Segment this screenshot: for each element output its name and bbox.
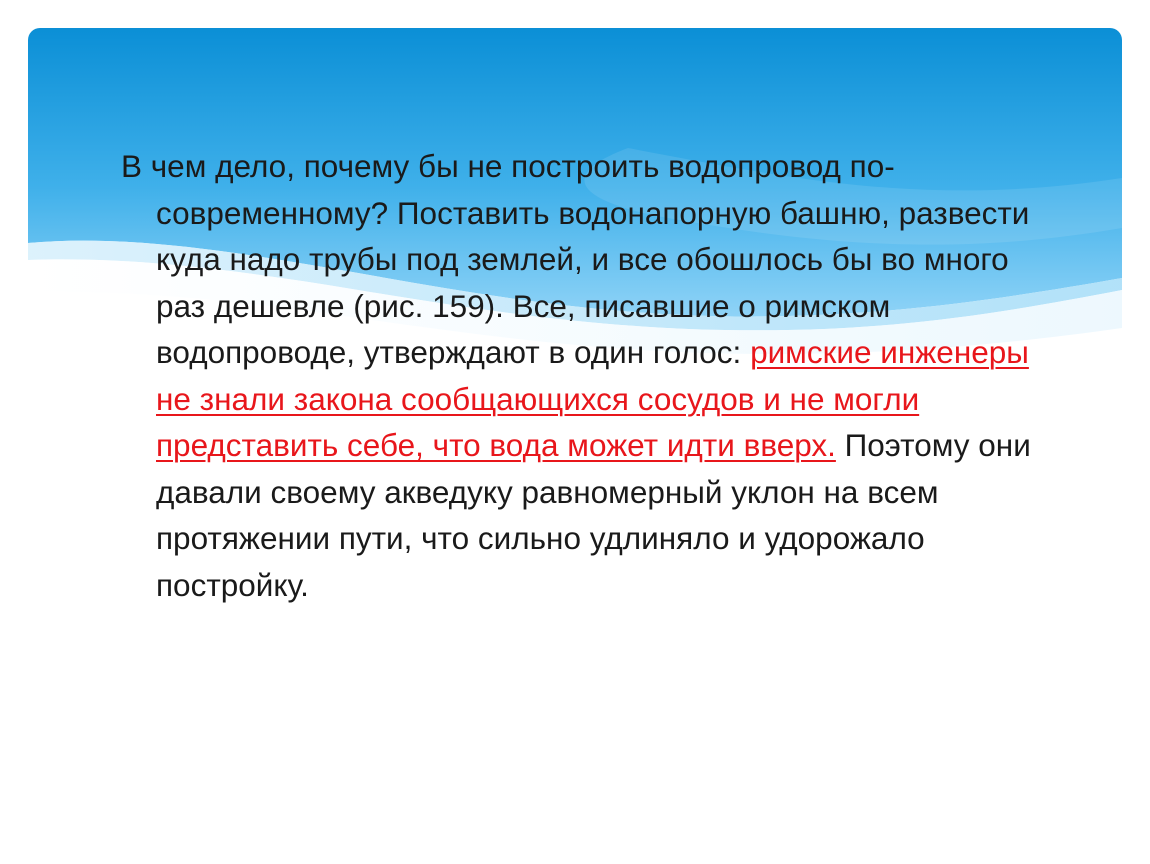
body-paragraph: [121, 143, 1041, 608]
highlighted-text: римские инженеры не знали закона сообщающихся сосудов и не могли представить себе, что вода может идти вверх.: [156, 334, 1029, 463]
text-intro: В чем дело, почему бы не построить водопровод по-современному? Поставить водонапорную башню, развести куда надо трубы под землей, и все обошлось бы во много раз дешевле (рис. 159). Все, писавшие о римском водопроводе, утверждают в один голос:: [121, 148, 1030, 370]
slide-body-text: [121, 143, 1041, 608]
slide-card: [28, 28, 1122, 836]
text-outro: Поэтому они давали своему акведуку равномерный уклон на всем протяжении пути, что сильно удлиняло и удорожало постройку.: [156, 427, 1031, 603]
